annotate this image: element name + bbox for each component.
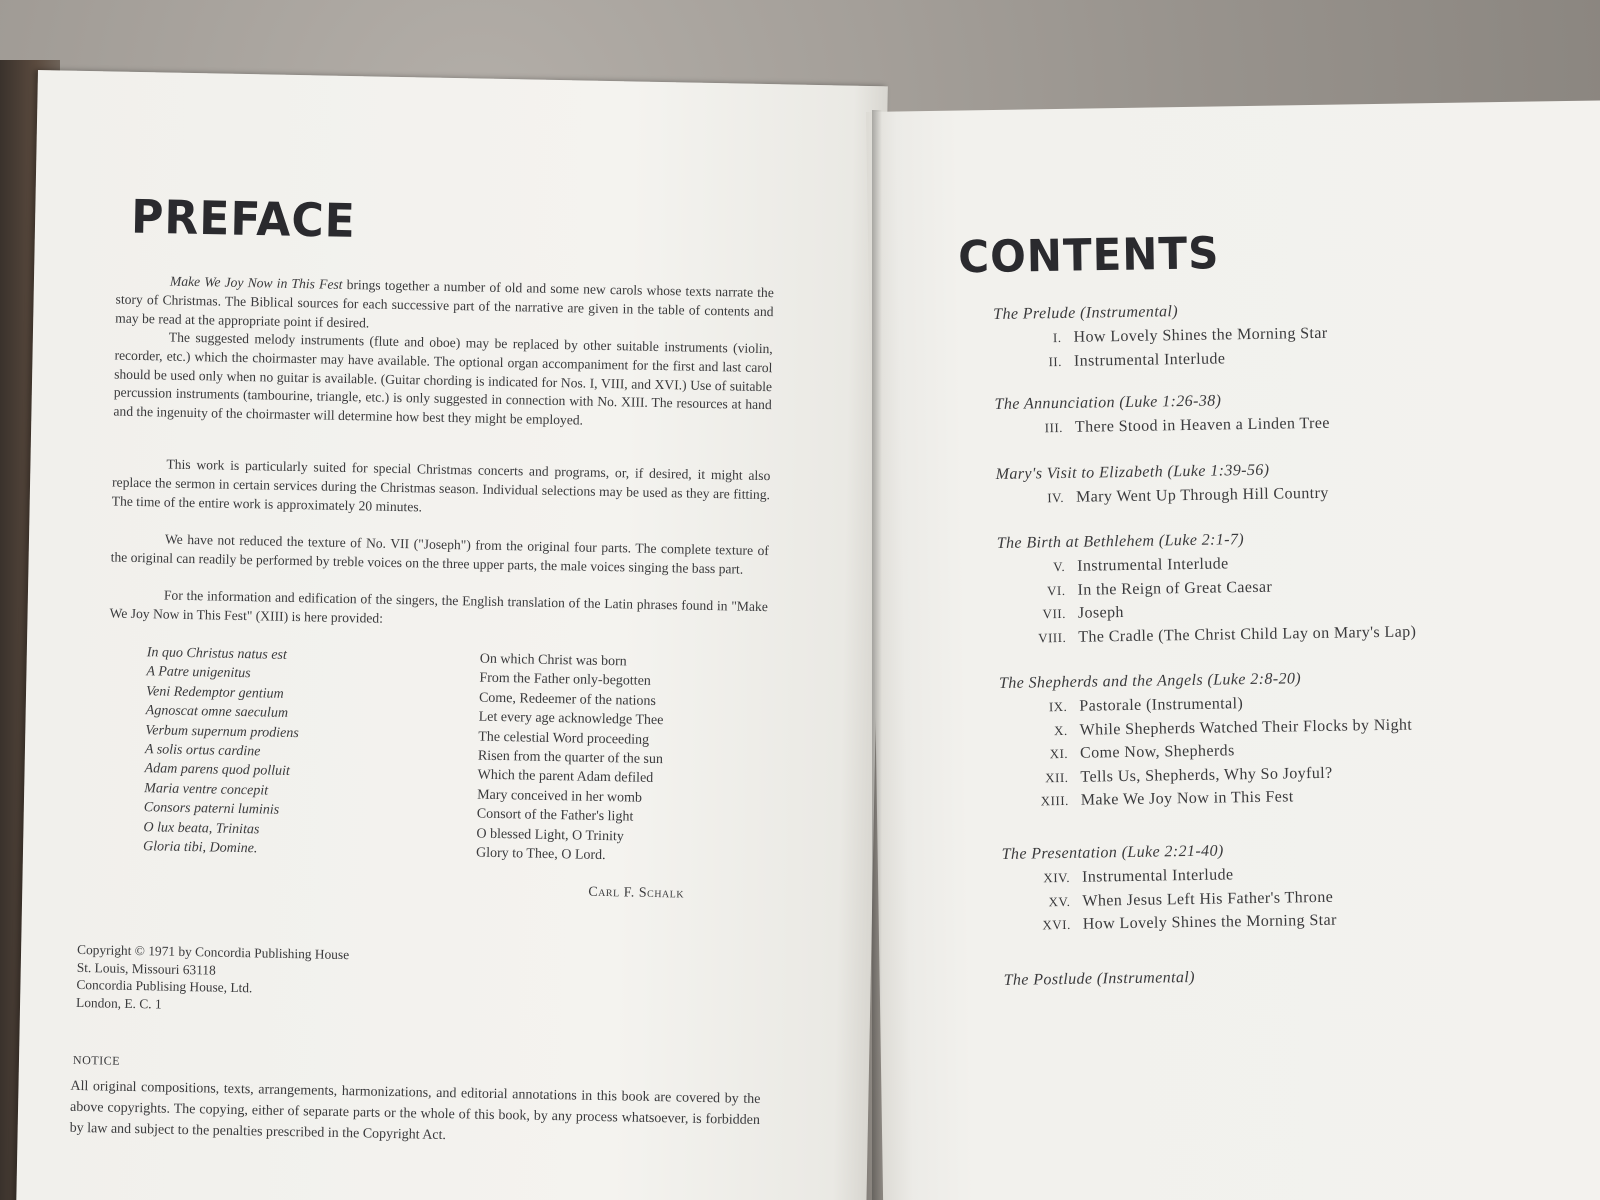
contents-entry bbox=[1031, 578, 1272, 600]
entry-number: XVI. bbox=[1042, 916, 1071, 933]
latin-phrase: A solis ortus cardine bbox=[144, 742, 261, 760]
book-gutter bbox=[872, 110, 882, 1200]
notice-label: NOTICE bbox=[72, 1052, 121, 1068]
entry-title: Make We Joy Now in This Fest bbox=[1080, 788, 1294, 809]
contents-entry bbox=[1033, 695, 1243, 716]
latin-phrase: In quo Christus natus est bbox=[146, 645, 287, 663]
contents-heading: CONTENTS bbox=[957, 227, 1220, 283]
entry-title: Instrumental Interlude bbox=[1077, 555, 1229, 575]
english-translation: Consort of the Father's light bbox=[476, 806, 634, 825]
contents-section-title: The Shepherds and the Angels (Luke 2:8-20) bbox=[998, 670, 1302, 692]
entry-number: III. bbox=[1044, 419, 1064, 436]
entry-number: XII. bbox=[1045, 769, 1069, 785]
english-translation: Mary conceived in her womb bbox=[477, 787, 643, 806]
english-translation: Let every age acknowledge Thee bbox=[478, 709, 664, 729]
entry-title: Mary Went Up Through Hill Country bbox=[1075, 484, 1329, 506]
contents-entry bbox=[1029, 415, 1330, 438]
contents-section-title: Mary's Visit to Elizabeth (Luke 1:39-56) bbox=[995, 461, 1270, 484]
contents-section-title: The Presentation (Luke 2:21-40) bbox=[1001, 842, 1224, 863]
entry-title: There Stood in Heaven a Linden Tree bbox=[1074, 414, 1330, 436]
copyright-line: Copyright © 1971 by Concordia Publishing House bbox=[76, 941, 350, 963]
preface-heading: PREFACE bbox=[130, 190, 357, 249]
work-title: Make We Joy Now in This Fest bbox=[169, 273, 343, 292]
latin-phrase: Maria ventre concepit bbox=[144, 780, 269, 799]
latin-phrase: Verbum supernum prodiens bbox=[145, 722, 299, 741]
preface-paragraph-2: The suggested melody instruments (flute and oboe) may be replaced by other suitable instruments (violin, recorder, etc.) which the choirmaster may have available. The optional organ accompaniment for the first and last carol should be used only when no guitar is available. (Guitar chording is indicated for Nos. I, VIII, and XVI.) Use of suitable percussion instruments (tambourine, triangle, etc.) is only suggested in connection with No. XIII. The resources at hand and the ingenuity of the choirmaster will determine how best they might be employed. bbox=[113, 329, 773, 428]
entry-title: Pastorale (Instrumental) bbox=[1079, 695, 1244, 715]
paragraph-1-text: brings together a number of old and some new carols whose texts narrate the story of Christmas. The Biblical sources for each successive part of the narrative are given in the table of contents and may be read at the appropriate point if desired. bbox=[115, 276, 775, 330]
preface-paragraph-5: For the information and edification of the singers, the English translation of the Latin phrases found in "Make We Joy Now in This Fest" (XIII) is here provided: bbox=[109, 587, 768, 626]
contents-section-title: The Prelude (Instrumental) bbox=[993, 303, 1179, 324]
entry-number: X. bbox=[1053, 722, 1068, 738]
entry-number: VII. bbox=[1042, 605, 1067, 622]
contents-section-title: The Annunciation (Luke 1:26-38) bbox=[994, 392, 1222, 414]
contents-entry bbox=[1036, 888, 1333, 911]
contents-page bbox=[866, 100, 1600, 1200]
latin-phrase: A Patre unigenitus bbox=[146, 664, 251, 682]
entry-number: VIII. bbox=[1038, 629, 1067, 645]
entry-title: Tells Us, Shepherds, Why So Joyful? bbox=[1080, 764, 1333, 786]
entry-number: I. bbox=[1052, 329, 1062, 346]
entry-number: IV. bbox=[1047, 489, 1065, 506]
contents-entry bbox=[1032, 604, 1124, 623]
entry-title: In the Reign of Great Caesar bbox=[1077, 578, 1273, 599]
entry-title: Come Now, Shepherds bbox=[1079, 742, 1235, 762]
entry-number: IX. bbox=[1048, 698, 1068, 715]
contents-entry bbox=[1031, 555, 1229, 576]
entry-title: Instrumental Interlude bbox=[1081, 866, 1234, 886]
contents-entry bbox=[1036, 866, 1234, 887]
entry-title: Instrumental Interlude bbox=[1073, 349, 1226, 370]
address-line: St. Louis, Missouri 63118 bbox=[76, 959, 216, 978]
english-translation: The celestial Word proceeding bbox=[478, 729, 650, 748]
preface-paragraph-4: We have not reduced the texture of No. VII ("Joseph") from the original four parts. The complete texture of the original can readily be performed by treble voices on the three upper parts, the male voices singing the bass part. bbox=[110, 531, 770, 577]
city-line: London, E. C. 1 bbox=[75, 994, 162, 1012]
publisher-line: Concordia Publising House, Ltd. bbox=[76, 976, 253, 996]
entry-title: How Lovely Shines the Morning Star bbox=[1082, 911, 1337, 933]
entry-number: VI. bbox=[1046, 582, 1066, 598]
latin-phrase: Gloria tibi, Domine. bbox=[142, 839, 258, 857]
entry-number: XIV. bbox=[1043, 869, 1071, 886]
contents-entry bbox=[1037, 912, 1337, 935]
notice-text: All original compositions, texts, arrangements, harmonizations, and editorial annotations in this book are covered by the above copyrights. The copying, either of separate parts or the whole of this book, by any process whatsoever, is forbidden by law and subject to the penalties prescribed in the Copyright Act. bbox=[69, 1078, 761, 1144]
entry-number: V. bbox=[1053, 558, 1066, 575]
latin-phrase: Veni Redemptor gentium bbox=[145, 683, 284, 702]
contents-entry bbox=[1028, 350, 1226, 371]
entry-title: How Lovely Shines the Morning Star bbox=[1073, 324, 1328, 346]
entry-title: The Cradle (The Christ Child Lay on Mary's Lap) bbox=[1078, 622, 1417, 646]
english-translation: On which Christ was born bbox=[479, 651, 627, 670]
entry-title: Joseph bbox=[1077, 604, 1124, 622]
contents-entry bbox=[1034, 764, 1332, 787]
contents-entry bbox=[1034, 716, 1413, 740]
entry-title: When Jesus Left His Father's Throne bbox=[1082, 888, 1334, 910]
contents-entry bbox=[1027, 325, 1327, 348]
english-translation: Which the parent Adam defiled bbox=[477, 767, 654, 787]
latin-phrase: Consors paterni luminis bbox=[143, 800, 280, 818]
translation-table bbox=[143, 645, 767, 870]
contents-section-title: The Postlude (Instrumental) bbox=[1003, 968, 1196, 989]
contents-section-title: The Birth at Bethlehem (Luke 2:1-7) bbox=[996, 531, 1245, 552]
latin-phrase: Adam parens quod polluit bbox=[144, 761, 291, 780]
entry-number: XV. bbox=[1048, 893, 1071, 909]
contents-entry bbox=[1034, 742, 1235, 763]
english-translation: Glory to Thee, O Lord. bbox=[475, 845, 606, 863]
preface-paragraph-3: This work is particularly suited for special Christmas concerts and programs, or, if desired, it might also replace the sermon in certain services during the Christmas season. Individual selections may be used as they are fitting. The time of the entire work is approximately 20 minutes. bbox=[111, 456, 771, 515]
contents-entry bbox=[1035, 788, 1294, 810]
author-signature: Carl F. Schalk bbox=[588, 884, 685, 902]
contents-entry bbox=[1032, 623, 1416, 647]
english-translation: O blessed Light, O Trinity bbox=[476, 826, 624, 844]
latin-phrase: Agnoscat omne saeculum bbox=[145, 703, 289, 722]
entry-title: While Shepherds Watched Their Flocks by Night bbox=[1079, 715, 1413, 739]
english-translation: From the Father only-begotten bbox=[479, 670, 651, 690]
english-translation: Come, Redeemer of the nations bbox=[478, 690, 657, 709]
english-translation: Risen from the quarter of the sun bbox=[477, 748, 664, 768]
entry-number: XIII. bbox=[1040, 792, 1069, 809]
preface-page bbox=[16, 70, 888, 1200]
entry-number: II. bbox=[1048, 353, 1063, 369]
copyright-block bbox=[76, 941, 349, 1016]
contents-entry bbox=[1030, 485, 1329, 508]
latin-phrase: O lux beata, Trinitas bbox=[143, 819, 260, 837]
entry-number: XI. bbox=[1049, 745, 1069, 762]
